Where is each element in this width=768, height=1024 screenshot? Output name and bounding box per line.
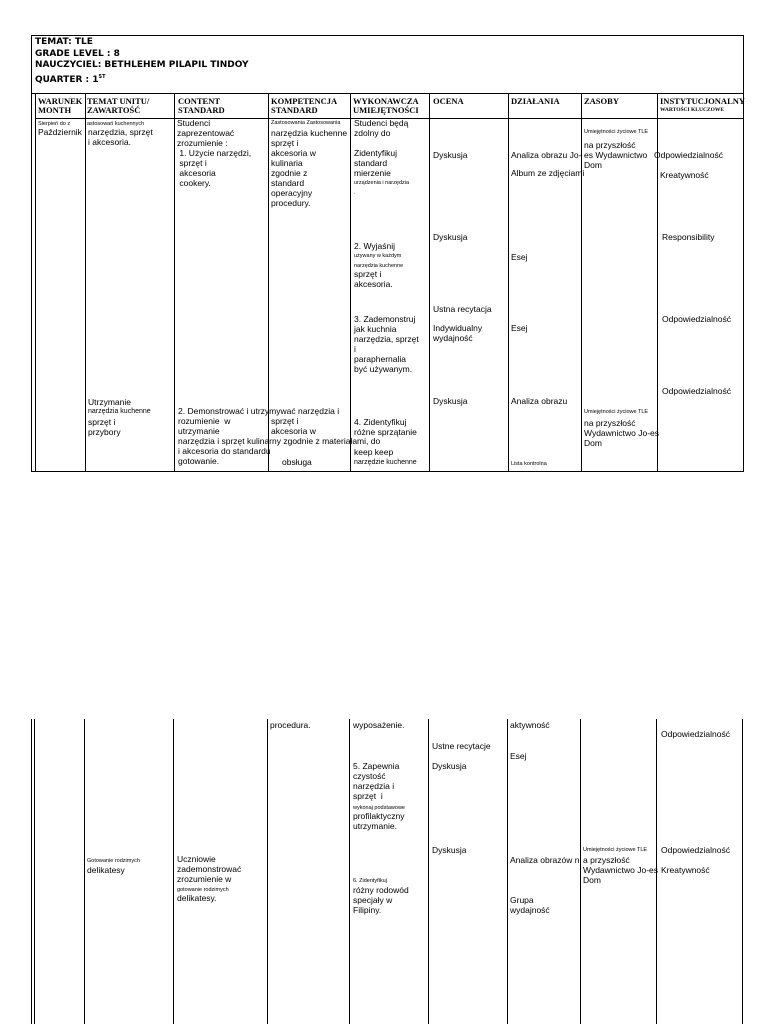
col-line <box>31 719 32 1024</box>
skill-4: 4. Zidentyfikuj różne sprzątanie <box>354 417 417 437</box>
col-header-performance-standard: KOMPETENCJA STANDARD <box>271 96 338 115</box>
performance-standard-2b: obsługa <box>282 457 312 467</box>
topic-1: narzędzia, sprzęt i akcesoria. <box>88 127 153 147</box>
month: Październik <box>38 127 82 137</box>
col-line <box>84 719 85 1024</box>
grade-level-line: GRADE LEVEL : 8 <box>35 48 120 59</box>
col-line <box>508 93 509 471</box>
skill-4-small: narzędzie kuchenne <box>354 459 417 466</box>
topic-1-small: astosowań kuchennych <box>87 121 145 127</box>
resource-2-small: Umiejętności życiowe TLE <box>584 409 649 415</box>
resource: a przyszłość Wydawnictwo Jo-es Dom <box>583 855 659 885</box>
activity-3: Esej <box>511 323 528 333</box>
skill-6-small: 6. Zidentyfikuj <box>353 878 387 884</box>
assessment-c: Dyskusja <box>432 845 467 855</box>
topic-2-small: narzędzia kuchenne <box>88 408 151 415</box>
activity-a: Esej <box>510 751 527 761</box>
assessment-3: Ustna recytacja <box>433 304 492 314</box>
assessment-1: Dyskusja <box>433 150 468 160</box>
col-line <box>742 719 743 1024</box>
col-header-core-values: INSTYTUCJONALNY WARTOŚCI KLUCZOWE <box>660 96 746 113</box>
performance-standard-1: narzędzia kuchenne sprzęt i akcesoria w kulinaria zgodnie z standard operacyjny procedury. <box>271 128 348 208</box>
col-header-activities: DZIAŁANIA <box>511 96 560 106</box>
assessment-b: Dyskusja <box>432 761 467 771</box>
skill-3: 3. Zademonstruj jak kuchnia narzędzia, sprzęt i paraphernalia być używanym. <box>354 314 419 374</box>
content-standard-b: delikatesy. <box>177 893 217 903</box>
resource-2: na przyszłość Wydawnictwo Jo-es Dom <box>584 418 660 448</box>
col-line <box>34 719 35 1024</box>
activity-2: Esej <box>511 252 528 262</box>
col-header-resources: ZASOBY <box>584 96 619 106</box>
topic: delikatesy <box>87 865 125 875</box>
col-line <box>85 93 86 471</box>
performance-standard-1-small: Zastosowania Zastosowania <box>271 120 341 126</box>
topic-small: Gotowanie rodzimych <box>87 858 140 864</box>
skill-cont: wyposażenie. <box>353 720 405 730</box>
activity-cont: aktywność <box>510 720 550 730</box>
resource-1: na przyszłość es Wydawnictwo Dom <box>584 140 648 170</box>
activity-4: Analiza obrazu <box>511 396 568 406</box>
activity-1: Analiza obrazu Jo- <box>511 150 582 160</box>
performance-standard-cont: procedura. <box>270 720 311 730</box>
col-line <box>507 719 508 1024</box>
col-line <box>35 93 36 471</box>
col-line <box>349 719 350 1024</box>
quarter-line: QUARTER : 1ST <box>35 73 106 85</box>
topic-2: Utrzymanie <box>88 397 131 407</box>
activity-d: Grupa wydajność <box>510 895 550 915</box>
col-header-assessment: OCENA <box>433 96 464 106</box>
activity-4-small: Lista kontrolna <box>511 461 547 467</box>
value-2: Responsibility <box>662 232 715 242</box>
value-3: Odpowiedzialność <box>662 314 731 324</box>
skill-4b: keep keep <box>354 447 394 457</box>
assessment-2: Dyskusja <box>433 232 468 242</box>
subject-line: TEMAT: TLE <box>35 37 93 47</box>
value-4: Odpowiedzialność <box>662 386 731 396</box>
value-d: Kreatywność <box>661 865 710 875</box>
skill-5-small: wykonaj podstawowe <box>353 805 405 811</box>
document-header <box>35 37 249 86</box>
activity-c: Analiza obrazów n <box>510 855 580 865</box>
content-standard-small: gotowanie rodzimych <box>177 887 229 893</box>
skill-2: 2. Wyjaśnij <box>354 241 396 251</box>
col-line <box>174 93 175 471</box>
skill-5: 5. Zapewnia czystość narzędzia i sprzęt i <box>353 761 400 801</box>
skill-1-small: urządzenia i narzędzia . <box>354 180 410 196</box>
col-header-content-standard: CONTENT STANDARD <box>178 96 225 115</box>
skill-5b: profilaktyczny utrzymanie. <box>353 811 405 831</box>
assessment-a: Ustne recytacje <box>432 741 491 751</box>
col-line <box>428 719 429 1024</box>
content-standard-2: rozumienie w utrzymanie narzędzia i sprzęt kulinarny zgodnie z materiałami, do i akcesoria do standardu gotowanie. <box>178 416 381 466</box>
performance-standard-2: sprzęt i akcesoria w <box>271 416 316 436</box>
content-standard-2-row: 2. Demonstrować i utrzymywać narzędzia i <box>178 406 340 416</box>
lesson-plan-table-page1 <box>31 35 744 472</box>
col-header-month: WARUNEK MONTH <box>38 96 83 115</box>
activity-1b: Album ze zdjęciami <box>511 168 585 178</box>
skill-6: różny rodowód specjały w Filipiny. <box>353 885 409 915</box>
value-1: Odpowiedzialność <box>654 150 723 160</box>
skill-2-small: używany w każdym narzędzia kuchenne <box>354 253 404 269</box>
content-standard: Uczniowie zademonstrować zrozumienie w <box>177 854 242 884</box>
value-a: Odpowiedzialność <box>661 729 730 739</box>
col-line <box>580 719 581 1024</box>
resource-1-small: Umiejętności życiowe TLE <box>584 129 649 135</box>
month-small: Sierpień do z <box>38 121 71 127</box>
content-standard-1: Studenci zaprezentować zrozumienie : 1. Użycie narzędzi, sprzęt i akcesoria cookery. <box>177 118 252 188</box>
lesson-plan-table-page2 <box>31 719 744 1024</box>
topic-2b: sprzęt i przybory <box>88 417 121 437</box>
col-line <box>173 719 174 1024</box>
col-header-topic: TEMAT UNITU/ ZAWARTOŚĆ <box>87 96 150 115</box>
header-divider <box>32 93 743 94</box>
value-1b: Kreatywność <box>660 170 709 180</box>
skill-1: Zidentyfikuj standard mierzenie <box>354 148 397 178</box>
col-header-skills: WYKONAWCZA UMIEJĘTNOŚCI <box>353 96 419 115</box>
col-line <box>350 93 351 471</box>
value-c: Odpowiedzialność <box>661 845 730 855</box>
resource-small: Umiejętności życiowe TLE <box>583 847 648 853</box>
teacher-line: NAUCZYCIEL: BETHLEHEM PILAPIL TINDOY <box>35 60 249 70</box>
skill-2b: sprzęt i akcesoria. <box>354 269 393 289</box>
assessment-4: Dyskusja <box>433 396 468 406</box>
assessment-3b: Indywidualny wydajność <box>433 323 483 343</box>
col-line <box>267 719 268 1024</box>
skill-intro: Studenci będą zdolny do <box>354 118 409 138</box>
col-line <box>429 93 430 471</box>
